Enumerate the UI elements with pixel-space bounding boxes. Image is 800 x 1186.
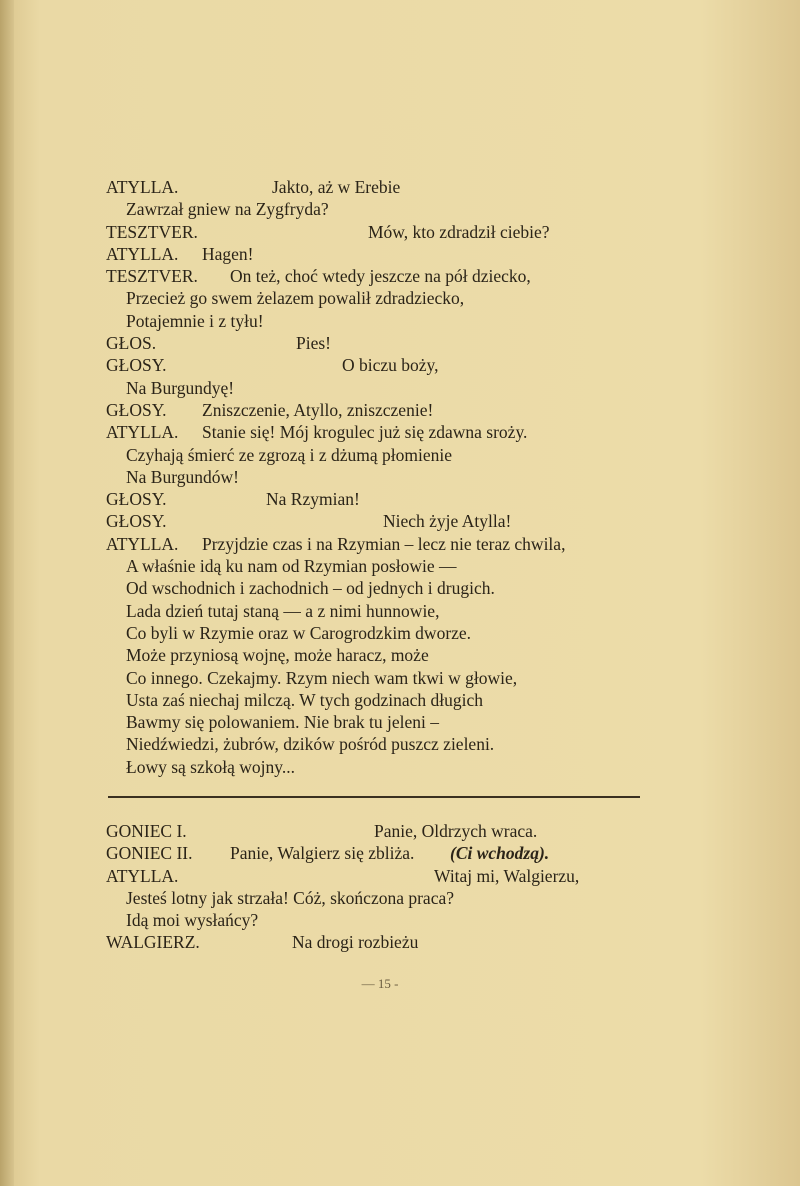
speaker: TESZTVER.	[106, 221, 198, 242]
speaker: ATYLLA.	[106, 177, 179, 197]
dialogue-line	[106, 689, 666, 711]
speech: Przecież go swem żelazem powalił zdradziecko,	[126, 288, 465, 309]
dialogue-line	[106, 221, 666, 243]
dialogue-line	[106, 644, 666, 666]
speech: Na drogi rozbieżu	[292, 932, 419, 953]
speech: Stanie się! Mój krogulec już się zdawna sroży.	[202, 422, 528, 443]
speech: Bawmy się polowaniem. Nie brak tu jeleni –	[126, 712, 439, 733]
dialogue-line	[106, 931, 666, 953]
speaker: ATYLLA.	[106, 243, 179, 264]
speech: Mów, kto zdradził ciebie?	[368, 221, 550, 242]
speaker: GŁOSY.	[106, 489, 167, 510]
speech: Niedźwiedzi, żubrów, dzików pośród puszcz zieleni.	[126, 734, 495, 755]
speaker: GONIEC I.	[106, 821, 187, 841]
speech: Zawrzał gniew na Zygfryda?	[126, 199, 329, 220]
speech: Panie, Walgierz się zbliża.	[230, 843, 415, 864]
speech: Na Rzymian!	[266, 489, 360, 510]
dialogue-line	[106, 421, 666, 443]
dialogue-line	[106, 510, 666, 532]
dialogue-line	[106, 198, 666, 220]
speech: Na Burgundów!	[126, 466, 239, 487]
speech: Co byli w Rzymie oraz w Carogrodzkim dworze.	[126, 622, 472, 643]
speech: Co innego. Czekajmy. Rzym niech wam tkwi w głowie,	[126, 667, 518, 688]
dialogue-line	[106, 488, 666, 510]
dialogue-line	[106, 577, 666, 599]
speech: Hagen!	[202, 243, 254, 264]
page-binding-edge	[0, 0, 14, 1186]
dialogue-line	[106, 865, 666, 887]
speaker: ATYLLA.	[106, 422, 179, 443]
speech: Czyhają śmierć ze zgrozą i z dżumą płomienie	[126, 444, 453, 465]
dialogue-line	[106, 909, 666, 931]
speech: Może przyniosą wojnę, może haracz, może	[126, 645, 429, 666]
speech: Lada dzień tutaj staną — a z nimi hunnowie,	[126, 600, 440, 621]
dialogue-line	[106, 399, 666, 421]
speech: Jakto, aż w Erebie	[272, 177, 401, 197]
speaker: GŁOSY.	[106, 355, 167, 376]
speech: Pies!	[296, 333, 331, 354]
dialogue-line	[106, 820, 666, 842]
dialogue-line	[106, 354, 666, 376]
speaker: GŁOSY.	[106, 399, 167, 420]
speech: Usta zaś niechaj milczą. W tych godzinach długich	[126, 689, 484, 710]
dialogue-line	[106, 711, 666, 733]
speech: Jesteś lotny jak strzała! Cóż, skończona praca?	[126, 887, 454, 908]
dialogue-line	[106, 842, 666, 864]
speech: On też, choć wtedy jeszcze na pół dziecko,	[230, 266, 531, 287]
speech: Od wschodnich i zachodnich – od jednych i drugich.	[126, 578, 495, 599]
speech: Panie, Oldrzych wraca.	[374, 821, 538, 841]
dialogue-line	[106, 287, 666, 309]
scene-divider	[108, 796, 640, 798]
dialogue-line	[106, 600, 666, 622]
speaker: ATYLLA.	[106, 533, 179, 554]
speaker: TESZTVER.	[106, 266, 198, 287]
dialogue-line	[106, 667, 666, 689]
speaker: WALGIERZ.	[106, 932, 200, 953]
speech: A właśnie idą ku nam od Rzymian posłowie —	[126, 556, 457, 577]
stage-direction: (Ci wchodzą).	[450, 843, 550, 864]
play-text	[106, 176, 666, 778]
play-text-continued	[106, 820, 666, 954]
speech: O biczu boży,	[342, 355, 439, 376]
speaker: GŁOSY.	[106, 511, 167, 532]
dialogue-line	[106, 176, 666, 198]
speech: Potajemnie i z tyłu!	[126, 310, 264, 331]
dialogue-line	[106, 332, 666, 354]
page-number: — 15 -	[361, 976, 399, 991]
dialogue-line	[106, 444, 666, 466]
speech: Przyjdzie czas i na Rzymian – lecz nie teraz chwila,	[202, 533, 566, 554]
speech: Idą moi wysłańcy?	[126, 910, 259, 931]
dialogue-line	[106, 243, 666, 265]
dialogue-line	[106, 377, 666, 399]
dialogue-line	[106, 756, 666, 778]
speech: Zniszczenie, Atyllo, zniszczenie!	[202, 399, 434, 420]
speech: Niech żyje Atylla!	[383, 511, 512, 532]
dialogue-line	[106, 310, 666, 332]
speaker: GŁOS.	[106, 333, 157, 354]
speech: Witaj mi, Walgierzu,	[434, 865, 580, 886]
dialogue-line	[106, 466, 666, 488]
speaker: ATYLLA.	[106, 865, 179, 886]
speech: Na Burgundyę!	[126, 377, 235, 398]
dialogue-line	[106, 622, 666, 644]
dialogue-line	[106, 265, 666, 287]
dialogue-line	[106, 733, 666, 755]
dialogue-line	[106, 555, 666, 577]
speaker: GONIEC II.	[106, 843, 193, 864]
speech: Łowy są szkołą wojny...	[126, 756, 295, 777]
dialogue-line	[106, 887, 666, 909]
dialogue-line	[106, 533, 666, 555]
